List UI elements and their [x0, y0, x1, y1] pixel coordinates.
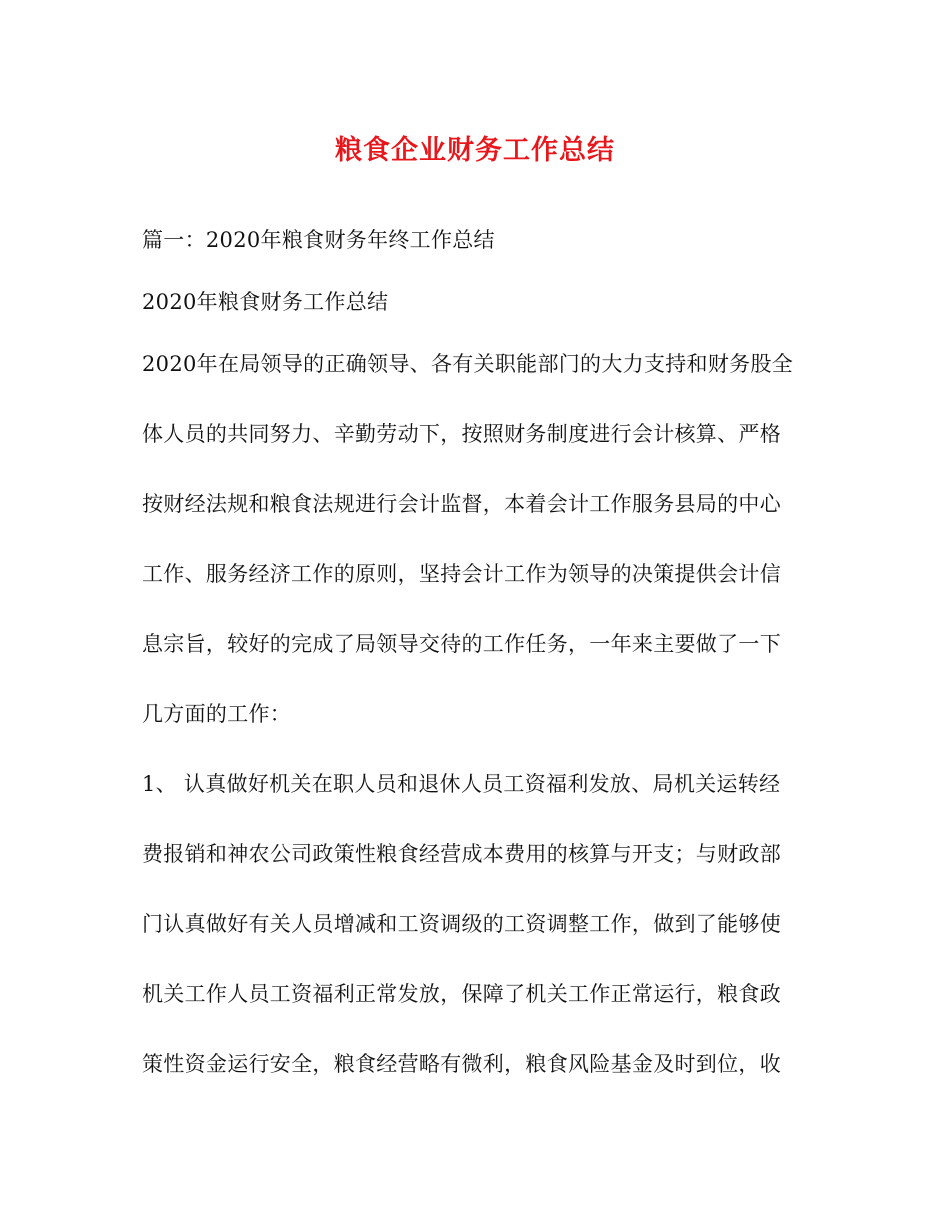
paragraph-line: 机关工作人员工资福利正常发放，保障了机关工作正常运行，粮食政	[142, 982, 781, 1006]
paragraph-line: 息宗旨，较好的完成了局领导交待的工作任务，一年来主要做了一下	[142, 632, 781, 656]
paragraph-line: 几方面的工作：	[142, 702, 292, 726]
paragraph-line: 策性资金运行安全，粮食经营略有微利，粮食风险基金及时到位，收	[142, 1052, 781, 1076]
paragraph-line: 费报销和神农公司政策性粮食经营成本费用的核算与开支；与财政部	[142, 842, 781, 866]
document-title: 粮食企业财务工作总结	[335, 135, 615, 166]
paragraph-line: 工作、服务经济工作的原则，坚持会计工作为领导的决策提供会计信	[142, 562, 781, 586]
section-heading: 篇一：2020年粮食财务年终工作总结	[142, 228, 495, 252]
paragraph-line: 按财经法规和粮食法规进行会计监督，本着会计工作服务县局的中心	[142, 492, 781, 516]
paragraph-line: 2020年在局领导的正确领导、各有关职能部门的大力支持和财务股全	[142, 352, 794, 376]
paragraph-line: 体人员的共同努力、辛勤劳动下，按照财务制度进行会计核算、严格	[142, 422, 781, 446]
paragraph-line: 门认真做好有关人员增减和工资调级的工资调整工作，做到了能够使	[142, 912, 781, 936]
list-item-line: 1、 认真做好机关在职人员和退休人员工资福利发放、局机关运转经	[142, 772, 781, 796]
subtitle-line: 2020年粮食财务工作总结	[142, 290, 389, 314]
